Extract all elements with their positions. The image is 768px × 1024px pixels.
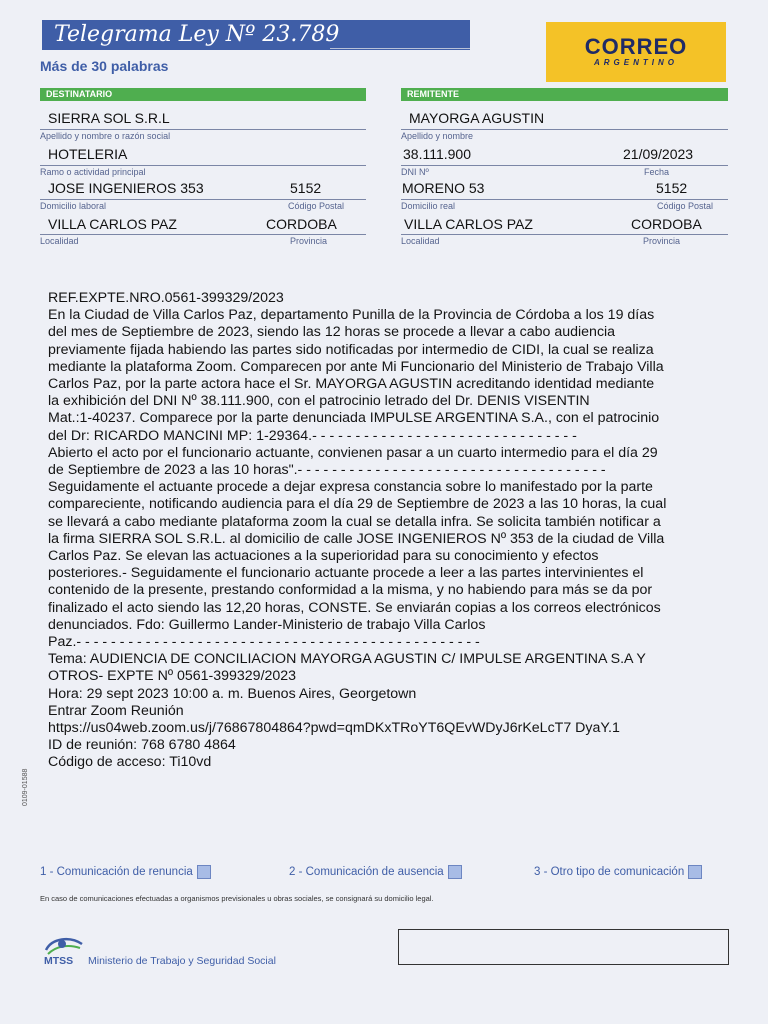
logo-sub-text: ARGENTINO <box>594 58 678 67</box>
option-ausencia[interactable] <box>289 865 462 879</box>
body-line: Código de acceso: Ti10vd <box>48 754 212 771</box>
checkbox-renuncia[interactable] <box>197 865 211 879</box>
divider <box>40 234 366 235</box>
remitente-address: MORENO 53 <box>402 180 485 196</box>
body-line: Entrar Zoom Reunión <box>48 702 184 719</box>
body-line: contenido de la presente, prestando conformidad a la misma, y no habiendo para más se da por <box>48 582 653 599</box>
destinatario-province-label: Provincia <box>290 236 328 246</box>
destinatario-postal-code-label: Código Postal <box>288 201 345 211</box>
body-line: ID de reunión: 768 6780 4864 <box>48 737 236 754</box>
body-line: posteriores.- Seguidamente el funcionario actuante procede a leer a las partes intervinientes el <box>48 565 644 582</box>
destinatario-header: DESTINATARIO <box>40 88 366 101</box>
remitente-postal-code-label: Código Postal <box>657 201 714 211</box>
form-subtitle: Más de 30 palabras <box>40 58 169 74</box>
footer-note: En caso de comunicaciones efectuadas a organismos previsionales u obras sociales, se consignará su domicilio legal. <box>40 894 434 903</box>
ministry-abbr: MTSS <box>44 955 74 967</box>
remitente-province: CORDOBA <box>631 216 702 232</box>
destinatario-name: SIERRA SOL S.R.L <box>48 110 170 126</box>
remitente-date-label: Fecha <box>644 167 670 177</box>
remitente-header: REMITENTE <box>401 88 728 101</box>
body-line: del mes de Septiembre de 2023, siendo las 12 horas se procede a llevar a cabo audiencia <box>48 324 616 341</box>
body-line: REF.EXPTE.NRO.0561-399329/2023 <box>48 290 284 306</box>
telegram-body <box>48 290 763 772</box>
body-line: se llevará a cabo mediante plataforma zoom la cual se detalla infra. Se solicita también notificar a <box>48 513 661 530</box>
destinatario-city-label: Localidad <box>40 236 79 246</box>
body-line: previamente fijada habiendo las partes sido notificadas por intermedio de CIDI, la cual se realiza <box>48 341 654 358</box>
divider <box>401 234 728 235</box>
option-ausencia-label: 2 - Comunicación de ausencia <box>289 866 444 879</box>
divider <box>401 199 728 200</box>
option-otro-label: 3 - Otro tipo de comunicación <box>534 866 685 879</box>
destinatario-activity-label: Ramo o actividad principal <box>40 167 146 177</box>
destinatario-province: CORDOBA <box>266 216 337 232</box>
option-renuncia[interactable] <box>40 865 211 879</box>
remitente-city-label: Localidad <box>401 236 440 246</box>
divider <box>40 199 366 200</box>
logo-main-text: CORREO <box>584 34 688 59</box>
body-line: mediante la plataforma Zoom. Comparecen por ante Mi Funcionario del Ministerio de Trabajo Villa <box>48 358 664 375</box>
title-divider <box>330 48 470 49</box>
ministry-name: Ministerio de Trabajo y Seguridad Social <box>88 955 276 967</box>
body-line: OTROS- EXPTE Nº 0561-399329/2023 <box>48 668 297 685</box>
body-line: Paz.- - - - - - - - - - - - - - - - - - - - - - - - - - - - - - - - - - - - - - - - - - - - - - - <box>48 634 480 651</box>
remitente-province-label: Provincia <box>643 236 681 246</box>
checkbox-otro[interactable] <box>688 865 702 879</box>
body-line: Carlos Paz. Se elevan las actuaciones a la superioridad para su conocimiento y efectos <box>48 548 599 565</box>
option-renuncia-label: 1 - Comunicación de renuncia <box>40 866 193 879</box>
remitente-dni: 38.111.900 <box>403 146 471 162</box>
remitente-date: 21/09/2023 <box>623 146 694 162</box>
divider <box>40 129 366 130</box>
remitente-address-label: Domicilio real <box>401 201 456 211</box>
body-line: En la Ciudad de Villa Carlos Paz, departamento Punilla de la Provincia de Córdoba a los 19 días <box>48 307 655 324</box>
body-line: Mat.:1-40237. Comparece por la parte denunciada IMPULSE ARGENTINA S.A., con el patrocinio <box>48 410 660 427</box>
remitente-dni-label: DNI Nº <box>401 167 429 177</box>
remitente-city: VILLA CARLOS PAZ <box>404 216 533 232</box>
divider <box>401 129 728 130</box>
signature-box[interactable] <box>398 929 729 965</box>
body-line: Carlos Paz, por la parte actora hace el Sr. MAYORGA AGUSTIN acreditando identidad mediante <box>48 376 655 393</box>
option-otro[interactable] <box>534 865 702 879</box>
body-line: Hora: 29 sept 2023 10:00 a. m. Buenos Aires, Georgetown <box>48 685 417 702</box>
divider <box>40 165 366 166</box>
destinatario-address: JOSE INGENIEROS 353 <box>48 180 204 196</box>
body-line: la firma SIERRA SOL S.R.L. al domicilio de calle JOSE INGENIEROS Nº 353 de la ciudad de Villa <box>48 530 665 547</box>
body-line: compareciente, notificando audiencia para el día 29 de Septiembre de 2023 a las 10 horas, la cual <box>48 496 667 513</box>
form-title: Telegrama Ley Nº 23.789 <box>42 20 470 50</box>
remitente-name-label: Apellido y nombre <box>401 131 474 141</box>
body-line: de Septiembre de 2023 a las 10 horas".- - - - - - - - - - - - - - - - - - - - - - - - - - - - - - - - - - - - <box>48 462 606 479</box>
body-line: Tema: AUDIENCIA DE CONCILIACION MAYORGA AGUSTIN C/ IMPULSE ARGENTINA S.A Y <box>48 651 646 668</box>
correo-argentino-logo <box>546 22 726 82</box>
body-line: denunciados. Fdo: Guillermo Lander-Ministerio de trabajo Villa Carlos <box>48 616 486 633</box>
remitente-postal-code: 5152 <box>656 180 688 196</box>
checkbox-ausencia[interactable] <box>448 865 462 879</box>
destinatario-activity: HOTELERIA <box>48 146 128 162</box>
zoom-link[interactable]: https://us04web.zoom.us/j/76867804864?pwd=qmDKxTRoYT6QEvWDyJ6rKeLcT7 DyaY.1 <box>48 720 620 737</box>
body-line: finalizado el acto siendo las 12,20 horas, CONSTE. Se enviarán copias a los correos electrónicos <box>48 599 661 616</box>
destinatario-postal-code: 5152 <box>290 180 322 196</box>
body-line: del Dr: RICARDO MANCINI MP: 1-29364.- - - - - - - - - - - - - - - - - - - - - - - - - - - - - - - <box>48 427 577 444</box>
body-line: Seguidamente el actuante procede a dejar expresa constancia sobre lo manifestado por la parte <box>48 479 653 496</box>
remitente-name: MAYORGA AGUSTIN <box>409 110 545 126</box>
destinatario-city: VILLA CARLOS PAZ <box>48 216 177 232</box>
destinatario-name-label: Apellido y nombre o razón social <box>40 131 171 141</box>
destinatario-address-label: Domicilio laboral <box>40 201 107 211</box>
body-line: Abierto el acto por el funcionario actuante, convienen pasar a un cuarto intermedio para el día 29 <box>48 444 658 461</box>
form-code: 0109-01588 <box>22 768 29 806</box>
divider <box>401 165 728 166</box>
body-line: la exhibición del DNI Nº 38.111.900, con el patrocinio letrado del Dr. DENIS VISENTIN <box>48 393 590 410</box>
